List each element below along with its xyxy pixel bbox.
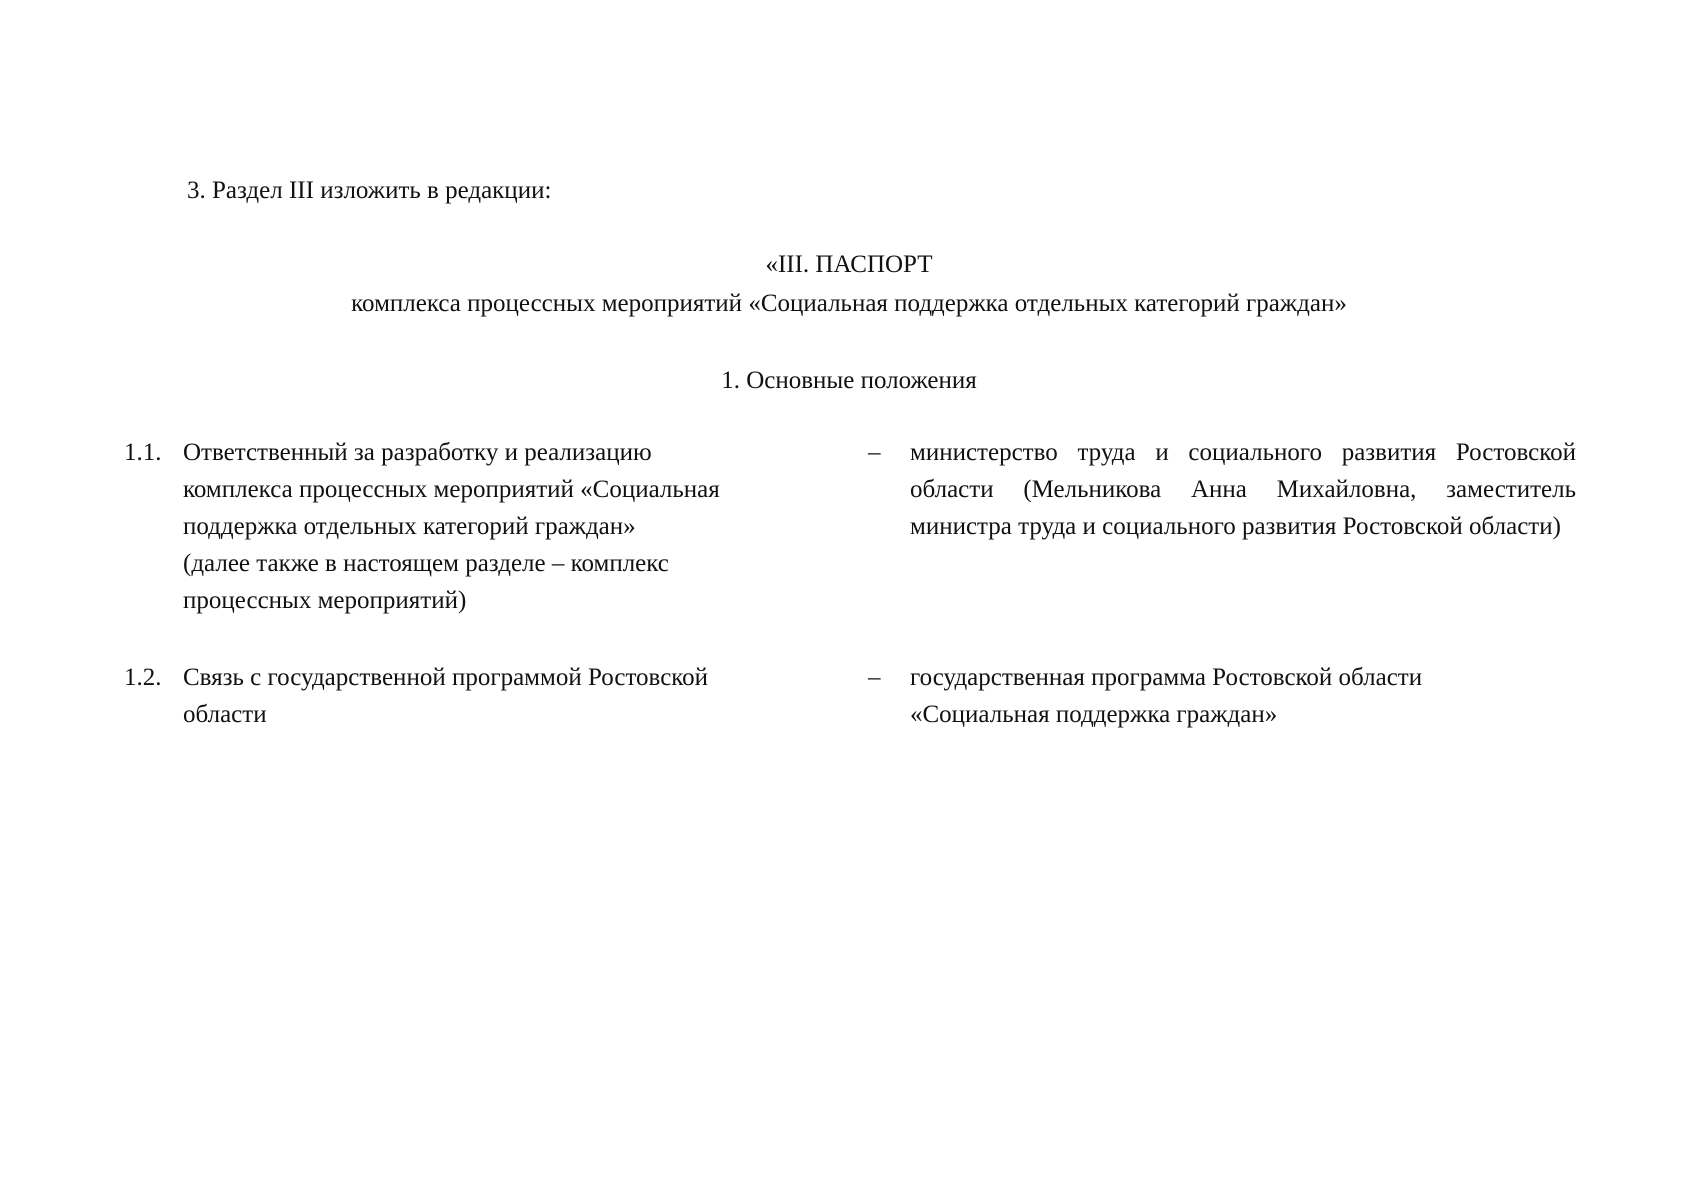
row-dash: – — [868, 439, 881, 466]
row-label: Связь с государственной программой Ростовской области — [183, 664, 709, 728]
row-number: 1.1. — [124, 439, 162, 466]
intro-paragraph: 3. Раздел III изложить в редакции: — [187, 177, 552, 204]
row-value: министерство труда и социального развития Ростовской области (Мельникова Анна Михайловна, заместитель министра труда и социального развития Ростовской области) — [910, 439, 1576, 540]
row-value: государственная программа Ростовской области «Социальная поддержка граждан» — [910, 664, 1423, 728]
passport-subtitle: комплекса процессных мероприятий «Социальная поддержка отдельных категорий граждан» — [351, 290, 1347, 317]
row-dash: – — [868, 664, 881, 691]
passport-title: «III. ПАСПОРТ — [765, 251, 933, 278]
row-number: 1.2. — [124, 664, 162, 691]
section-heading: 1. Основные положения — [721, 367, 977, 394]
row-label: Ответственный за разработку и реализацию комплекса процессных мероприятий «Социальная поддержка отдельных категорий граждан» (далее также в настоящем разделе – комплекс процессных мероприятий) — [183, 439, 720, 614]
